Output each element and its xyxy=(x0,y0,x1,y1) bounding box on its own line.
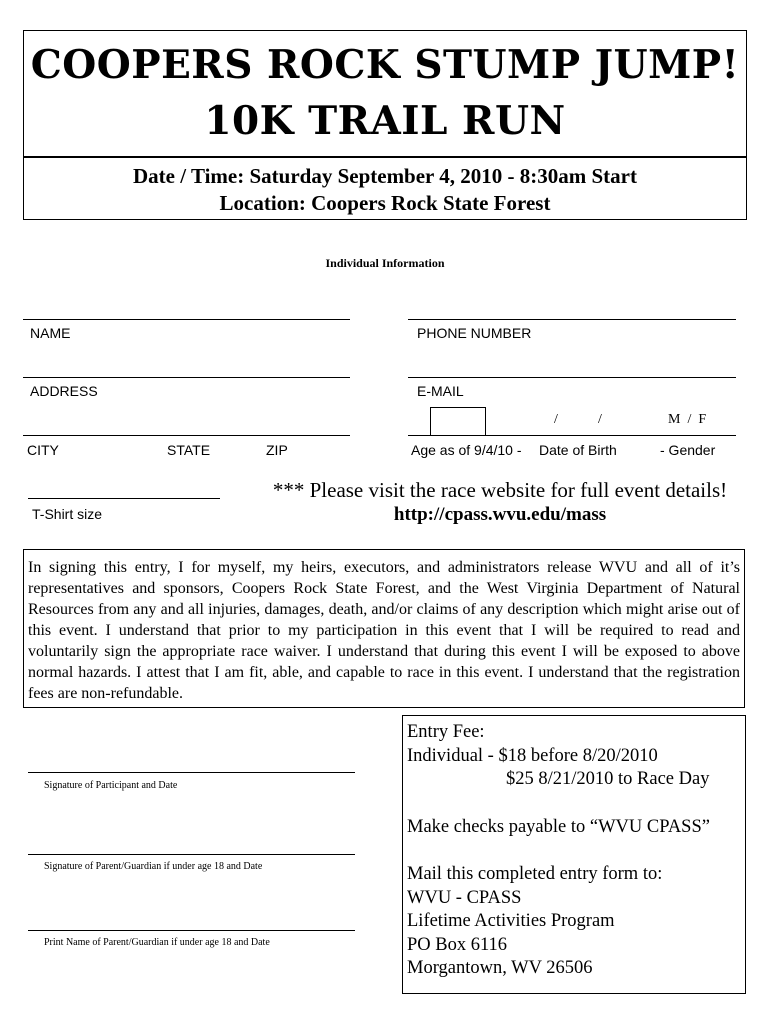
age-input-box[interactable] xyxy=(430,407,486,436)
gender-label: - Gender xyxy=(660,442,716,458)
entry-fee-box xyxy=(402,715,746,994)
waiver-text: In signing this entry, I for myself, my heirs, executors, and administrators release WVU and all of it’s representatives and sponsors, Coopers Rock State Forest, and the West Virginia Department of Natural Resources from any and all injuries, damages, death, and/or claims of any description which might arise out of this event. I understand that prior to my participation in this event that I will be required to read and voluntarily sign the appropriate race waiver. I understand that during this event I will be exposed to above normal hazards. I attest that I am fit, able, and capable to race in this event. I understand that the registration fees are non-refundable. xyxy=(23,549,745,708)
mail-address-line-1: WVU - CPASS xyxy=(407,887,522,908)
name-label: NAME xyxy=(30,325,71,341)
event-date-time: Date / Time: Saturday September 4, 2010 - 8:30am Start xyxy=(133,164,637,188)
mail-instructions: Mail this completed entry form to: xyxy=(407,864,663,884)
age-dob-gender-line xyxy=(408,435,736,436)
dob-label: Date of Birth xyxy=(539,442,617,458)
name-input-line[interactable] xyxy=(23,319,350,320)
email-label: E-MAIL xyxy=(417,383,464,399)
address-input-line[interactable] xyxy=(23,377,350,378)
gender-options[interactable]: M / F xyxy=(668,412,707,427)
parent-print-name-label: Print Name of Parent/Guardian if under age 18 and Date xyxy=(44,937,270,948)
entry-fee-heading: Entry Fee: xyxy=(407,722,485,742)
race-day-fee: $25 8/21/2010 to Race Day xyxy=(506,769,710,789)
city-label: CITY xyxy=(27,442,59,458)
dob-slash-1: / xyxy=(554,412,558,427)
mail-address-line-4: Morgantown, WV 26506 xyxy=(407,958,593,978)
website-note: *** Please visit the race website for full event details! xyxy=(272,478,728,502)
phone-label: PHONE NUMBER xyxy=(417,325,532,341)
age-label: Age as of 9/4/10 - xyxy=(411,442,522,458)
tshirt-input-line[interactable] xyxy=(28,498,220,499)
mail-address-line-3: PO Box 6116 xyxy=(407,934,508,955)
website-link[interactable]: http://cpass.wvu.edu/mass xyxy=(393,504,607,525)
parent-print-name-line[interactable] xyxy=(28,930,355,931)
address-label: ADDRESS xyxy=(30,383,98,399)
participant-signature-label: Signature of Participant and Date xyxy=(44,780,178,791)
tshirt-label: T-Shirt size xyxy=(32,506,103,522)
event-subtitle: 10K TRAIL RUN xyxy=(204,98,566,144)
state-label: STATE xyxy=(167,442,211,458)
dob-slash-2: / xyxy=(598,412,602,427)
parent-signature-line[interactable] xyxy=(28,854,355,855)
individual-fee: Individual - $18 before 8/20/2010 xyxy=(407,745,658,766)
phone-input-line[interactable] xyxy=(408,319,736,320)
email-input-line[interactable] xyxy=(408,377,736,378)
parent-signature-label: Signature of Parent/Guardian if under age 18 and Date xyxy=(44,861,263,872)
participant-signature-line[interactable] xyxy=(28,772,355,773)
event-location: Location: Coopers Rock State Forest xyxy=(219,191,551,215)
checks-payable: Make checks payable to “WVU CPASS” xyxy=(407,816,710,837)
mail-address-line-2: Lifetime Activities Program xyxy=(407,911,615,931)
event-title: COOPERS ROCK STUMP JUMP! xyxy=(30,42,740,88)
city-state-zip-input-line[interactable] xyxy=(23,435,350,436)
zip-label: ZIP xyxy=(266,442,288,458)
header-divider xyxy=(23,156,747,158)
section-heading: Individual Information xyxy=(325,256,445,270)
